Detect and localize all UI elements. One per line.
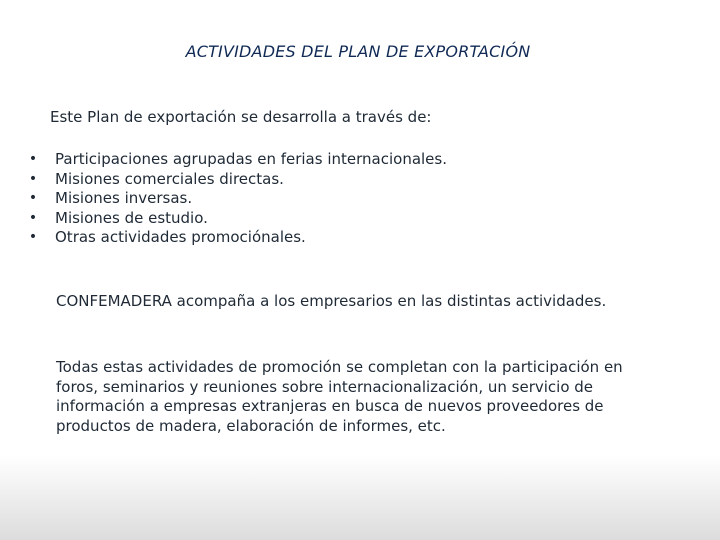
bullet-icon: • <box>28 229 38 245</box>
bullet-icon: • <box>28 209 38 226</box>
list-item <box>28 189 447 209</box>
list-item <box>28 150 447 170</box>
slide-title: ACTIVIDADES DEL PLAN DE EXPORTACIÓN <box>185 42 531 61</box>
list-item-text: Participaciones agrupadas en ferias internacionales. <box>55 150 447 168</box>
confemadera-paragraph: CONFEMADERA acompaña a los empresarios en las distintas actividades. <box>56 292 607 310</box>
list-item <box>28 170 447 190</box>
activity-list <box>28 150 447 248</box>
list-item-text: Otras actividades promociónales. <box>55 228 306 246</box>
activities-summary-paragraph: Todas estas actividades de promoción se completan con la participación en foros, seminarios y reuniones sobre internacionalización, un servicio de información a empresas extranjeras en busca de nuevos proveedores de productos de madera, elaboración de informes, etc. <box>56 358 623 435</box>
list-item-text: Misiones inversas. <box>55 189 193 207</box>
list-item-text: Misiones comerciales directas. <box>55 169 284 188</box>
intro-text: Este Plan de exportación se desarrolla a través de: <box>50 108 432 126</box>
bullet-icon: • <box>28 190 38 206</box>
bullet-icon: • <box>28 151 38 167</box>
list-item <box>28 209 447 229</box>
list-item-text: Misiones de estudio. <box>55 208 208 227</box>
bullet-icon: • <box>28 170 38 187</box>
list-item <box>28 228 447 248</box>
